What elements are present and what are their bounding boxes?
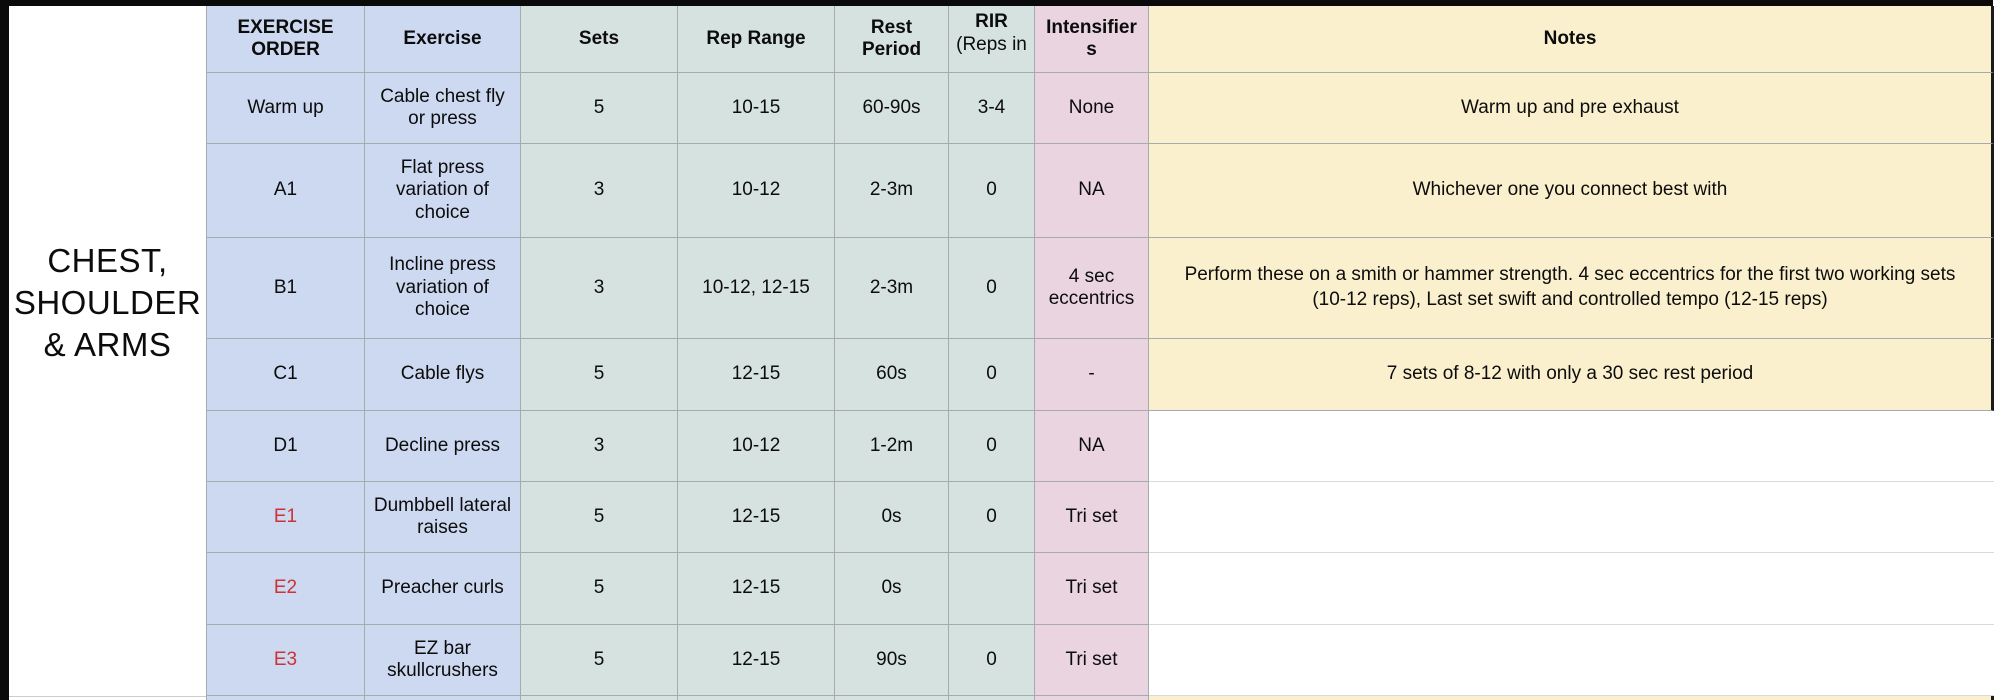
cell-rir xyxy=(949,696,1035,700)
cell-rir: 0 xyxy=(949,625,1035,696)
cell-order: E1 xyxy=(207,482,365,553)
cell-intensifiers: Tri set xyxy=(1035,482,1149,553)
header-rir xyxy=(949,6,1035,73)
cell-sets: 5 xyxy=(521,73,678,144)
cell-rest-period: 60s xyxy=(835,339,949,411)
cell-exercise: Preacher curls xyxy=(365,553,521,625)
cell-intensifiers: - xyxy=(1035,339,1149,411)
cell-order: E2 xyxy=(207,553,365,625)
header-sets: Sets xyxy=(521,6,678,73)
cell-rest-period: 1-2m xyxy=(835,411,949,482)
cell-sets: 5 xyxy=(521,625,678,696)
cell-rir: 0 xyxy=(949,482,1035,553)
cell-rep-range: 10-15 xyxy=(678,73,835,144)
cell-rep-range: 12-15 xyxy=(678,625,835,696)
cell-rir: 3-4 xyxy=(949,73,1035,144)
cell-intensifiers: None xyxy=(1035,73,1149,144)
cell-exercise: Dumbbell lateral raises xyxy=(365,482,521,553)
header-rest-period: Rest Period xyxy=(835,6,949,73)
cell-notes xyxy=(1149,411,1994,482)
cell-exercise: Incline press variation of choice xyxy=(365,238,521,339)
cell-rir: 0 xyxy=(949,339,1035,411)
cell-order xyxy=(207,696,365,700)
exercise-table xyxy=(206,6,1994,700)
cell-notes xyxy=(1149,696,1994,700)
cell-rir: 0 xyxy=(949,411,1035,482)
cell-intensifiers: NA xyxy=(1035,144,1149,238)
header-exercise: Exercise xyxy=(365,6,521,73)
cell-sets: 5 xyxy=(521,339,678,411)
cell-order: C1 xyxy=(207,339,365,411)
cell-intensifiers: 4 sec eccentrics xyxy=(1035,238,1149,339)
cell-rir: 0 xyxy=(949,144,1035,238)
cell-sets: 3 xyxy=(521,144,678,238)
cell-rep-range: 12-15 xyxy=(678,553,835,625)
cell-rep-range: 10-12 xyxy=(678,411,835,482)
sheet-left-border xyxy=(0,0,9,700)
cell-rest-period: 90s xyxy=(835,625,949,696)
cell-notes: 7 sets of 8-12 with only a 30 sec rest period xyxy=(1149,339,1994,411)
cell-sets: 5 xyxy=(521,553,678,625)
cell-rest-period: 0s xyxy=(835,482,949,553)
cell-intensifiers xyxy=(1035,696,1149,700)
cell-intensifiers: Tri set xyxy=(1035,553,1149,625)
cell-notes xyxy=(1149,482,1994,553)
cell-sets: 5 xyxy=(521,482,678,553)
cell-rep-range: 10-12 xyxy=(678,144,835,238)
cell-rep-range: 12-15 xyxy=(678,339,835,411)
header-rir-subtitle: (Reps in xyxy=(956,34,1027,55)
header-exercise-order: EXERCISE ORDER xyxy=(207,6,365,73)
header-rep-range: Rep Range xyxy=(678,6,835,73)
cell-exercise: EZ bar skullcrushers xyxy=(365,625,521,696)
header-notes: Notes xyxy=(1149,6,1994,73)
cell-rir: 0 xyxy=(949,238,1035,339)
cell-notes xyxy=(1149,553,1994,625)
cell-intensifiers: Tri set xyxy=(1035,625,1149,696)
header-rir-title: RIR xyxy=(975,11,1008,32)
cell-order: B1 xyxy=(207,238,365,339)
cell-exercise: Flat press variation of choice xyxy=(365,144,521,238)
cell-order: E3 xyxy=(207,625,365,696)
cell-rest-period: 2-3m xyxy=(835,144,949,238)
cell-sets: 3 xyxy=(521,238,678,339)
cell-rir xyxy=(949,553,1035,625)
cell-rest-period xyxy=(835,696,949,700)
cell-order: Warm up xyxy=(207,73,365,144)
cell-rep-range: 12-15 xyxy=(678,482,835,553)
cell-rest-period: 0s xyxy=(835,553,949,625)
workout-group-label: CHEST, SHOULDER & ARMS xyxy=(9,6,206,697)
cell-exercise: Cable flys xyxy=(365,339,521,411)
cell-sets xyxy=(521,696,678,700)
cell-order: A1 xyxy=(207,144,365,238)
cell-notes xyxy=(1149,625,1994,696)
cell-intensifiers: NA xyxy=(1035,411,1149,482)
cell-sets: 3 xyxy=(521,411,678,482)
cell-order: D1 xyxy=(207,411,365,482)
cell-rest-period: 2-3m xyxy=(835,238,949,339)
header-intensifiers: Intensifiers xyxy=(1035,6,1149,73)
cell-notes: Perform these on a smith or hammer strength. 4 sec eccentrics for the first two working sets (10-12 reps), Last set swift and controlled tempo (12-15 reps) xyxy=(1149,238,1994,339)
cell-exercise xyxy=(365,696,521,700)
cell-rep-range: 10-12, 12-15 xyxy=(678,238,835,339)
cell-rest-period: 60-90s xyxy=(835,73,949,144)
cell-notes: Whichever one you connect best with xyxy=(1149,144,1994,238)
cell-notes: Warm up and pre exhaust xyxy=(1149,73,1994,144)
cell-rep-range xyxy=(678,696,835,700)
cell-exercise: Decline press xyxy=(365,411,521,482)
cell-exercise: Cable chest fly or press xyxy=(365,73,521,144)
